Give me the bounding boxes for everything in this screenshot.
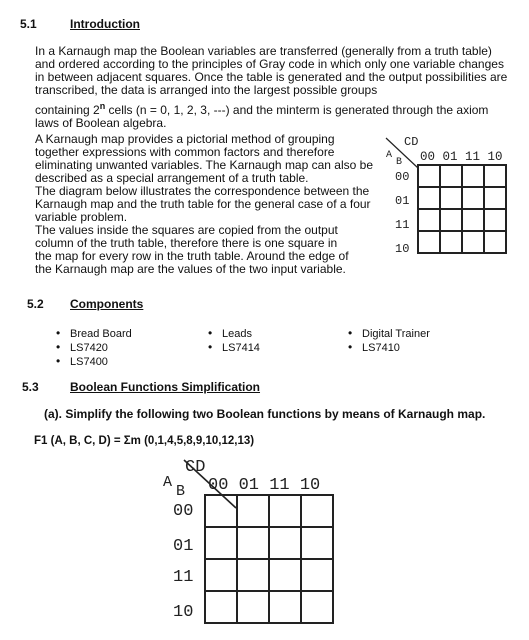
kmap-small-row-label: 11 bbox=[395, 218, 410, 232]
kmap-large-row-var-a: A bbox=[163, 474, 173, 491]
kmap-cell[interactable] bbox=[418, 187, 440, 209]
component-item: • Bread Board bbox=[56, 327, 132, 341]
kmap-small-grid bbox=[417, 164, 507, 254]
kmap-cell[interactable] bbox=[440, 165, 462, 187]
kmap-small-row-label: 00 bbox=[395, 170, 410, 184]
kmap-large-col-var: CD bbox=[185, 458, 206, 477]
kmap-cell[interactable] bbox=[205, 527, 237, 559]
kmap-cell[interactable] bbox=[462, 187, 484, 209]
kmap-small-col-var: CD bbox=[404, 135, 419, 149]
kmap-cell[interactable] bbox=[205, 495, 237, 527]
kmap-small-row-var-b: B bbox=[396, 157, 403, 168]
kmap-large-row-var-b: B bbox=[176, 483, 186, 500]
kmap-cell[interactable] bbox=[301, 591, 333, 623]
intro-paragraph-2 bbox=[35, 101, 489, 130]
kmap-small-row-label: 10 bbox=[395, 242, 410, 256]
kmap-large-row-label: 00 bbox=[173, 502, 194, 521]
kmap-cell[interactable] bbox=[301, 527, 333, 559]
kmap-cell[interactable] bbox=[237, 559, 269, 591]
kmap-cell[interactable] bbox=[269, 591, 301, 623]
kmap-large-row-label: 11 bbox=[173, 568, 194, 587]
question-a-text: (a). Simplify the following two Boolean functions by means of Karnaugh map. bbox=[44, 407, 486, 421]
kmap-large-row-label: 01 bbox=[173, 537, 194, 556]
component-item: • LS7420 bbox=[56, 341, 132, 355]
kmap-cell[interactable] bbox=[484, 209, 506, 231]
components-list-col2 bbox=[208, 327, 260, 355]
text-line: transcribed, the data is arranged into the largest possible groups bbox=[35, 83, 378, 97]
text-line: variable problem. bbox=[35, 210, 128, 224]
component-item: • LS7414 bbox=[208, 341, 260, 355]
text-line: column of the truth table, therefore there is one square in bbox=[35, 236, 338, 250]
intro-paragraph-1 bbox=[35, 45, 507, 97]
kmap-large-grid bbox=[204, 494, 334, 624]
kmap-cell[interactable] bbox=[269, 559, 301, 591]
components-list-col1 bbox=[56, 327, 132, 369]
kmap-cell[interactable] bbox=[418, 231, 440, 253]
kmap-cell[interactable] bbox=[205, 559, 237, 591]
kmap-small-row-var-a: A bbox=[386, 150, 393, 161]
kmap-cell[interactable] bbox=[484, 187, 506, 209]
components-list-col3 bbox=[348, 327, 430, 355]
text-line: the map for every row in the truth table. Around the edge of bbox=[35, 249, 349, 263]
kmap-cell[interactable] bbox=[440, 187, 462, 209]
section-number-components: 5.2 bbox=[27, 297, 44, 311]
kmap-cell[interactable] bbox=[237, 591, 269, 623]
text-fragment: cells (n = 0, 1, 2, 3, ---) and the minterm is generated through the axiom bbox=[105, 103, 489, 117]
kmap-cell[interactable] bbox=[269, 527, 301, 559]
kmap-cell[interactable] bbox=[301, 495, 333, 527]
kmap-cell[interactable] bbox=[462, 231, 484, 253]
section-title-intro: Introduction bbox=[70, 17, 140, 31]
kmap-cell[interactable] bbox=[269, 495, 301, 527]
text-line: and ordered according to the principles of Gray code in which only one variable changes bbox=[35, 57, 504, 71]
text-line: together expressions with common factors and therefore bbox=[35, 145, 335, 159]
text-line: The values inside the squares are copied from the output bbox=[35, 223, 338, 237]
text-line: The diagram below illustrates the correspondence between the bbox=[35, 184, 370, 198]
kmap-cell[interactable] bbox=[418, 165, 440, 187]
text-line: in between adjacent squares. Once the table is generated and the output possibilities are bbox=[35, 70, 508, 84]
kmap-cell[interactable] bbox=[462, 209, 484, 231]
kmap-large-row-label: 10 bbox=[173, 603, 194, 622]
kmap-small-row-label: 01 bbox=[395, 194, 410, 208]
section-number-simplification: 5.3 bbox=[22, 380, 39, 394]
text-line: In a Karnaugh map the Boolean variables are transferred (generally from a truth table) bbox=[35, 44, 492, 58]
kmap-cell[interactable] bbox=[237, 527, 269, 559]
kmap-large-col-labels: 00 01 11 10 bbox=[208, 476, 321, 495]
kmap-cell[interactable] bbox=[484, 165, 506, 187]
kmap-cell[interactable] bbox=[462, 165, 484, 187]
question-a bbox=[44, 407, 485, 421]
component-item: • Digital Trainer bbox=[348, 327, 430, 341]
kmap-cell[interactable] bbox=[440, 231, 462, 253]
kmap-cell[interactable] bbox=[440, 209, 462, 231]
text-line: laws of Boolean algebra. bbox=[35, 116, 167, 130]
kmap-cell[interactable] bbox=[418, 209, 440, 231]
text-line: A Karnaugh map provides a pictorial method of grouping bbox=[35, 132, 335, 146]
intro-paragraph-3 bbox=[35, 133, 377, 276]
text-line: the Karnaugh map are the values of the two input variable. bbox=[35, 262, 346, 276]
component-item: • LS7400 bbox=[56, 355, 132, 369]
component-item: • LS7410 bbox=[348, 341, 430, 355]
text-fragment: containing 2 bbox=[35, 103, 100, 117]
kmap-cell[interactable] bbox=[205, 591, 237, 623]
kmap-cell[interactable] bbox=[237, 495, 269, 527]
superscript-n: n bbox=[99, 101, 106, 111]
text-line: eliminating unwanted variables. The Karnaugh map can also be bbox=[35, 158, 373, 172]
kmap-cell[interactable] bbox=[301, 559, 333, 591]
kmap-small-col-labels: 00 01 11 10 bbox=[420, 150, 503, 164]
text-line: Karnaugh map and the truth table for the general case of a four bbox=[35, 197, 371, 211]
section-title-components: Components bbox=[70, 297, 144, 311]
function-f1: F1 (A, B, C, D) = Σm (0,1,4,5,8,9,10,12,13) bbox=[34, 435, 255, 447]
kmap-cell[interactable] bbox=[484, 231, 506, 253]
component-item: • Leads bbox=[208, 327, 260, 341]
text-line: described as a special arrangement of a truth table. bbox=[35, 171, 309, 185]
section-number-intro: 5.1 bbox=[20, 17, 37, 31]
section-title-simplification: Boolean Functions Simplification bbox=[70, 380, 261, 394]
